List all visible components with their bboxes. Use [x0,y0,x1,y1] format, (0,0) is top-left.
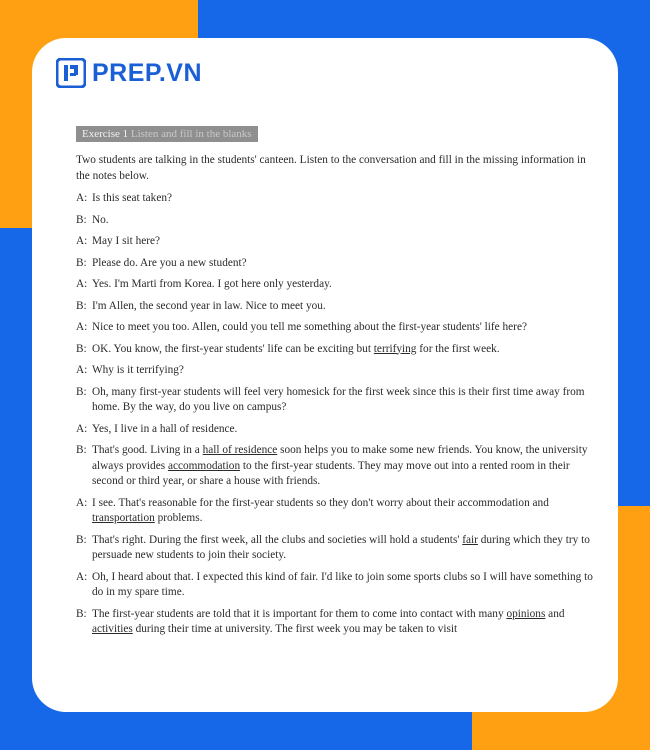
underlined-answer: hall of residence [202,444,278,456]
dialogue-text: Please do. Are you a new student? [92,256,247,269]
dialogue-text: Why is it terrifying? [92,364,184,376]
speaker-label: B: [76,444,87,456]
dialogue-text: No. [92,213,109,226]
speaker-label: B: [76,385,87,398]
dialogue-line [76,385,598,416]
dialogue-line [76,363,598,379]
dialogue-text: Yes. I'm Marti from Korea. I got here only yesterday. [92,278,332,290]
dialogue-line [76,213,598,229]
dialogue-text: Yes, I live in a hall of residence. [92,422,238,435]
dialogue-text: Nice to meet you too. Allen, could you tell me something about the first-year students' life here? [92,321,527,333]
exercise-label-title: Exercise 1 [82,128,129,140]
dialogue-text: Oh, I heard about that. I expected this kind of fair. I'd like to join some sports clubs so I will have something to do in my spare time. [92,570,593,598]
underlined-answer: activities [92,623,133,635]
speaker-label: B: [76,299,87,312]
dialogue-line [76,256,598,272]
dialogue-text: Is this seat taken? [92,192,172,204]
prep-logo-icon [56,58,86,88]
speaker-label: A: [76,278,88,290]
underlined-answer: transportation [92,512,155,524]
dialogue-line [76,342,598,358]
dialogue-line [76,533,598,564]
dialogue-text: I'm Allen, the second year in law. Nice to meet you. [92,299,326,312]
speaker-label: A: [76,364,88,376]
content-card [32,38,618,712]
dialogue-line [76,496,598,527]
brand-logo [56,58,202,88]
speaker-label: B: [76,256,87,269]
dialogue-line [76,570,598,601]
speaker-label: A: [76,570,88,583]
underlined-answer: terrifying [373,342,417,355]
speaker-label: B: [76,342,87,355]
exercise-label-rest: Listen and fill in the blanks [130,128,252,140]
speaker-label: A: [76,321,88,333]
dialogue-text: OK. You know, the first-year students' life can be exciting but terrifying for the first week. [92,342,500,355]
speaker-label: A: [76,422,88,435]
brand-name: PREP.VN [92,58,203,87]
dialogue-line [76,607,598,638]
speaker-label: B: [76,607,87,620]
dialogue-text: That's good. Living in a hall of residence soon helps you to make some new friends. You know, the university always provides accommodation to the first-year students. They may move out into a rented room in their second or third year, or share a house with friends. [92,444,588,487]
dialogue-line [76,277,598,293]
underlined-answer: opinions [506,607,546,620]
dialogue-text: The first-year students are told that it is important for them to come into contact with many opinions and activities during their time at university. The first week you may be taken to visit [92,607,565,635]
dialogue-text: That's right. During the first week, all the clubs and societies will hold a students' fair during which they try to persuade new students to join their society. [92,533,590,561]
dialogue-line [76,299,598,315]
exercise-document [76,124,598,644]
exercise-instructions: Two students are talking in the students' canteen. Listen to the conversation and fill in the missing information in the notes below. [76,154,586,182]
underlined-answer: fair [462,533,478,546]
dialogue-line [76,422,598,438]
dialogue-text: Oh, many first-year students will feel very homesick for the first week since this is their first time away from home. By the way, do you live on campus? [92,385,585,413]
dialogue-text: I see. That's reasonable for the first-year students so they don't worry about their accommodation and transportation problems. [92,496,549,524]
dialogue-line [76,234,598,250]
dialogue-line [76,443,598,490]
dialogue-line [76,320,598,336]
underlined-answer: accommodation [167,459,241,472]
speaker-label: A: [76,192,88,204]
speaker-label: A: [76,235,88,247]
speaker-label: B: [76,533,87,546]
dialogue-text: May I sit here? [92,235,161,247]
exercise-label [76,126,258,142]
speaker-label: A: [76,496,88,509]
dialogue [76,191,598,638]
speaker-label: B: [76,213,87,226]
dialogue-line [76,191,598,207]
